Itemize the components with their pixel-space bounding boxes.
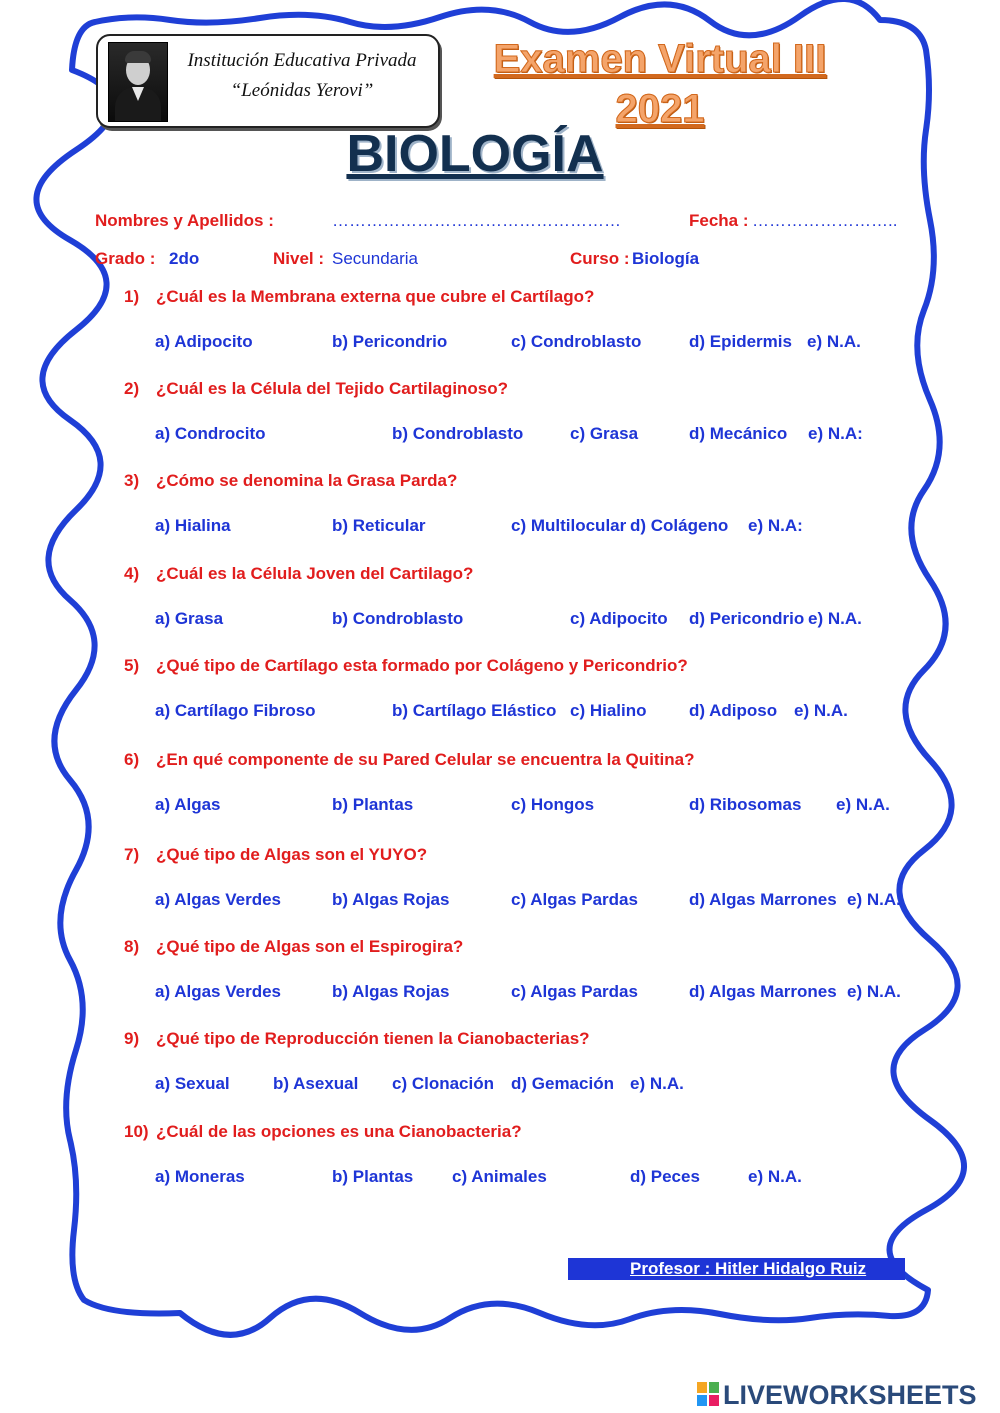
answer-option[interactable]: d) Algas Marrones [689,982,837,1001]
question-text [124,845,427,865]
course-value: Biología [632,249,700,268]
question-prompt: ¿Cuál es la Célula del Tejido Cartilaginoso? [156,379,509,398]
answer-option[interactable]: d) Colágeno [630,516,729,535]
answer-option[interactable]: a) Grasa [155,609,224,628]
answer-option[interactable]: c) Algas Pardas [511,982,638,1001]
exam-title-year: 2021 [615,87,705,131]
answer-option[interactable]: c) Multilocular [511,516,627,535]
question-number: 9) [124,1029,140,1048]
answer-option[interactable]: d) Mecánico [689,424,788,443]
founder-portrait [108,42,168,122]
answer-option[interactable]: e) N.A. [794,701,848,720]
answer-option[interactable]: c) Hongos [511,795,595,814]
answer-option[interactable]: e) N.A. [748,1167,802,1186]
question-text [124,1029,590,1049]
answer-option[interactable]: b) Algas Rojas [332,982,450,1001]
answer-option[interactable]: a) Algas Verdes [155,982,281,1001]
answer-option[interactable]: a) Algas Verdes [155,890,281,909]
question-prompt: ¿Qué tipo de Algas son el YUYO? [156,845,428,864]
answer-option[interactable]: b) Plantas [332,1167,414,1186]
question-prompt: ¿Cómo se denomina la Grasa Parda? [156,471,458,490]
names-label: Nombres y Apellidos : [95,211,274,230]
answer-option[interactable]: b) Pericondrio [332,332,448,351]
professor-banner [568,1258,905,1280]
question-number: 8) [124,937,140,956]
answer-option[interactable]: e) N.A. [847,982,901,1001]
liveworksheets-icon [697,1382,719,1406]
question-prompt: ¿En qué componente de su Pared Celular se encuentra la Quitina? [156,750,695,769]
institution-name: Institución Educativa Privada [187,50,417,71]
answer-option[interactable]: d) Peces [630,1167,700,1186]
question-text [124,379,508,399]
answer-option[interactable]: a) Sexual [155,1074,230,1093]
question-text [124,1122,522,1142]
answer-option[interactable]: b) Condroblasto [332,609,464,628]
answer-option[interactable]: a) Moneras [155,1167,245,1186]
exam-title [470,34,850,134]
answer-option[interactable]: c) Grasa [570,424,639,443]
question-prompt: ¿Qué tipo de Algas son el Espirogira? [156,937,464,956]
question-text [124,471,457,491]
answer-option[interactable]: e) N.A. [630,1074,684,1093]
answer-option[interactable]: e) N.A: [748,516,803,535]
course-label: Curso : [570,249,630,268]
answer-option[interactable]: a) Adipocito [155,332,253,351]
subject-title: BIOLOGÍA [346,125,604,183]
question-text [124,656,688,676]
answer-option[interactable]: b) Asexual [273,1074,359,1093]
question-number: 7) [124,845,140,864]
answer-option[interactable]: e) N.A. [807,332,861,351]
question-number: 10) [124,1122,149,1141]
answer-option[interactable]: d) Ribosomas [689,795,802,814]
answer-option[interactable]: a) Condrocito [155,424,266,443]
question-number: 5) [124,656,140,675]
date-label: Fecha : [689,211,749,230]
answer-option[interactable]: b) Plantas [332,795,414,814]
answer-option[interactable]: d) Algas Marrones [689,890,837,909]
answer-option[interactable]: c) Condroblasto [511,332,642,351]
answer-option[interactable]: e) N.A. [836,795,890,814]
question-number: 4) [124,564,140,583]
answer-option[interactable]: c) Algas Pardas [511,890,638,909]
answer-option[interactable]: b) Reticular [332,516,426,535]
question-number: 1) [124,287,140,306]
question-number: 2) [124,379,140,398]
question-text [124,750,694,770]
grade-label: Grado : [95,249,156,268]
question-number: 6) [124,750,140,769]
question-text [124,564,473,584]
question-prompt: ¿Cuál es la Membrana externa que cubre el Cartílago? [156,287,595,306]
answer-option[interactable]: b) Cartílago Elástico [392,701,557,720]
level-label: Nivel : [273,249,325,268]
answer-option[interactable]: c) Clonación [392,1074,495,1093]
answer-option[interactable]: c) Animales [452,1167,547,1186]
question-number: 3) [124,471,140,490]
answer-option[interactable]: d) Epidermis [689,332,792,351]
answer-option[interactable]: d) Gemación [511,1074,614,1093]
level-value: Secundaria [332,249,419,268]
answer-option[interactable]: b) Algas Rojas [332,890,450,909]
question-prompt: ¿Cuál de las opciones es una Cianobacteria? [156,1122,522,1141]
answer-option[interactable]: d) Pericondrio [689,609,805,628]
question-prompt: ¿Qué tipo de Reproducción tienen la Cianobacterias? [156,1029,590,1048]
date-field[interactable]: …………………….. [752,211,898,230]
question-prompt: ¿Qué tipo de Cartílago esta formado por Colágeno y Pericondrio? [156,656,688,675]
institution-header [96,34,440,128]
exam-title-line1: Examen Virtual III [493,37,827,81]
answer-option[interactable]: e) N.A: [808,424,863,443]
answer-option[interactable]: d) Adiposo [689,701,778,720]
question-text [124,287,594,307]
question-prompt: ¿Cuál es la Célula Joven del Cartilago? [156,564,474,583]
answer-option[interactable]: b) Condroblasto [392,424,524,443]
answer-option[interactable]: e) N.A. [808,609,862,628]
answer-option[interactable]: c) Adipocito [570,609,668,628]
answer-option[interactable]: e) N.A. [847,890,901,909]
answer-option[interactable]: a) Hialina [155,516,231,535]
answer-option[interactable]: a) Cartílago Fibroso [155,701,316,720]
question-text [124,937,463,957]
professor-name: Profesor : Hitler Hidalgo Ruiz [630,1259,867,1278]
institution-subname: “Leónidas Yerovi” [230,80,374,101]
answer-option[interactable]: c) Hialino [570,701,647,720]
grade-value: 2do [169,249,200,268]
watermark-text: LIVEWORKSHEETS [723,1380,977,1410]
answer-option[interactable]: a) Algas [155,795,221,814]
names-field[interactable]: …………………………………………… [332,211,621,230]
